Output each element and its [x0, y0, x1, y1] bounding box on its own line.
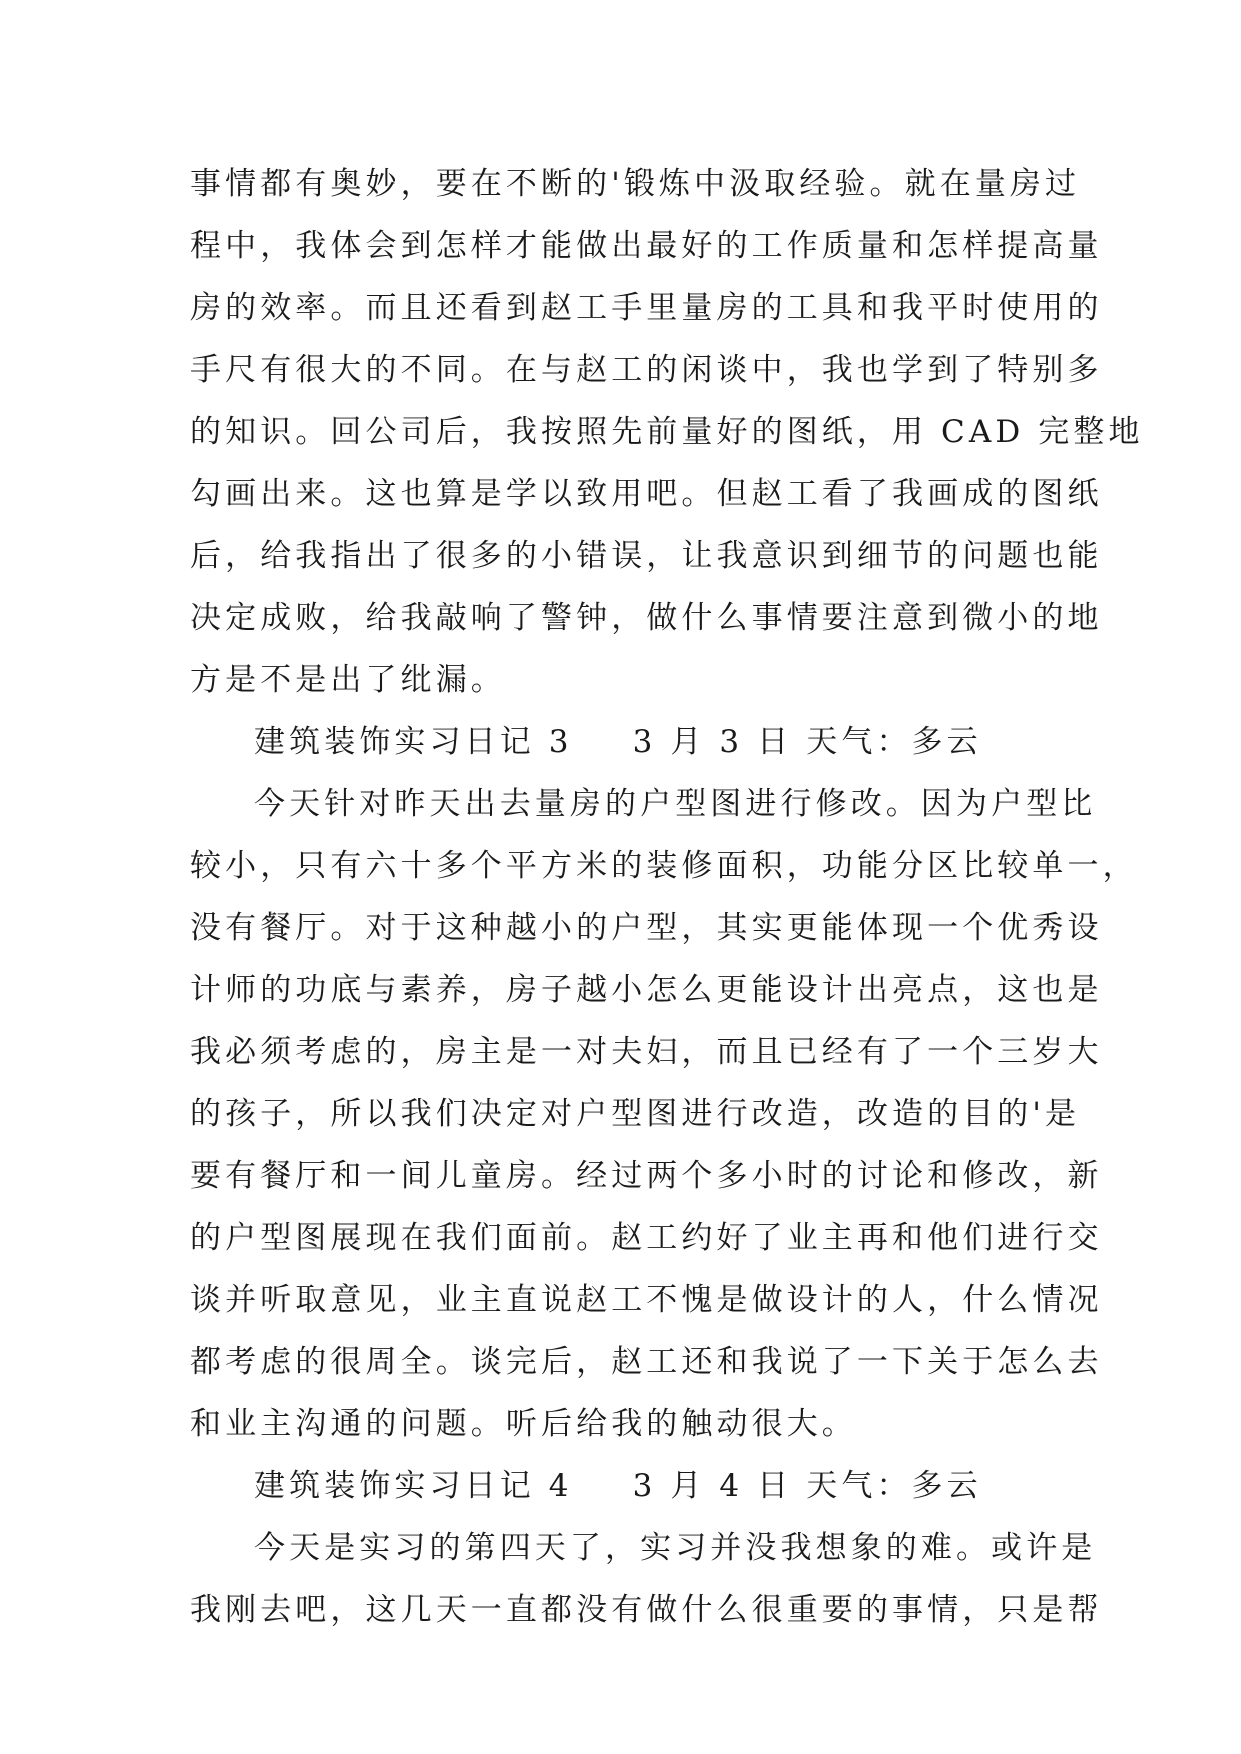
paragraph-line: 勾画出来。这也算是学以致用吧。但赵工看了我画成的图纸 — [190, 476, 1103, 512]
paragraph-line: 程中，我体会到怎样才能做出最好的工作质量和怎样提高量 — [190, 228, 1103, 264]
paragraph-line: 今天是实习的第四天了，实习并没我想象的难。或许是 — [254, 1530, 1097, 1566]
diary-date-weather: 3 月 4 日 天气：多云 — [632, 1468, 982, 1504]
diary-heading-3 — [254, 722, 1114, 762]
paragraph-line: 的户型图展现在我们面前。赵工约好了业主再和他们进行交 — [190, 1220, 1103, 1256]
paragraph-line: 我刚去吧，这几天一直都没有做什么很重要的事情，只是帮 — [190, 1592, 1103, 1628]
paragraph-line: 方是不是出了纰漏。 — [190, 662, 506, 698]
paragraph-line: 事情都有奥妙，要在不断的'锻炼中汲取经验。就在量房过 — [190, 166, 1081, 202]
paragraph-line: 今天针对昨天出去量房的户型图进行修改。因为户型比 — [254, 786, 1097, 822]
paragraph-line: 较小，只有六十多个平方米的装修面积，功能分区比较单一， — [190, 848, 1138, 884]
paragraph-line: 房的效率。而且还看到赵工手里量房的工具和我平时使用的 — [190, 290, 1103, 326]
paragraph-line: 没有餐厅。对于这种越小的户型，其实更能体现一个优秀设 — [190, 910, 1103, 946]
paragraph-line: 后，给我指出了很多的小错误，让我意识到细节的问题也能 — [190, 538, 1103, 574]
paragraph-line: 手尺有很大的不同。在与赵工的闲谈中，我也学到了特别多 — [190, 352, 1103, 388]
paragraph-line: 要有餐厅和一间儿童房。经过两个多小时的讨论和修改，新 — [190, 1158, 1103, 1194]
diary-title: 建筑装饰实习日记 4 — [254, 1468, 573, 1504]
paragraph-line: 决定成败，给我敲响了警钟，做什么事情要注意到微小的地 — [190, 600, 1103, 636]
diary-heading-4 — [254, 1466, 1114, 1506]
diary-title: 建筑装饰实习日记 3 — [254, 724, 573, 760]
paragraph-line: 的知识。回公司后，我按照先前量好的图纸，用 CAD 完整地 — [190, 414, 1144, 450]
paragraph-line: 的孩子，所以我们决定对户型图进行改造，改造的目的'是 — [190, 1096, 1081, 1132]
diary-date-weather: 3 月 3 日 天气：多云 — [632, 724, 982, 760]
paragraph-line: 都考虑的很周全。谈完后，赵工还和我说了一下关于怎么去 — [190, 1344, 1103, 1380]
paragraph-line: 计师的功底与素养，房子越小怎么更能设计出亮点，这也是 — [190, 972, 1103, 1008]
paragraph-line: 我必须考虑的，房主是一对夫妇，而且已经有了一个三岁大 — [190, 1034, 1103, 1070]
paragraph-line: 谈并听取意见，业主直说赵工不愧是做设计的人，什么情况 — [190, 1282, 1103, 1318]
paragraph-line: 和业主沟通的问题。听后给我的触动很大。 — [190, 1406, 857, 1442]
